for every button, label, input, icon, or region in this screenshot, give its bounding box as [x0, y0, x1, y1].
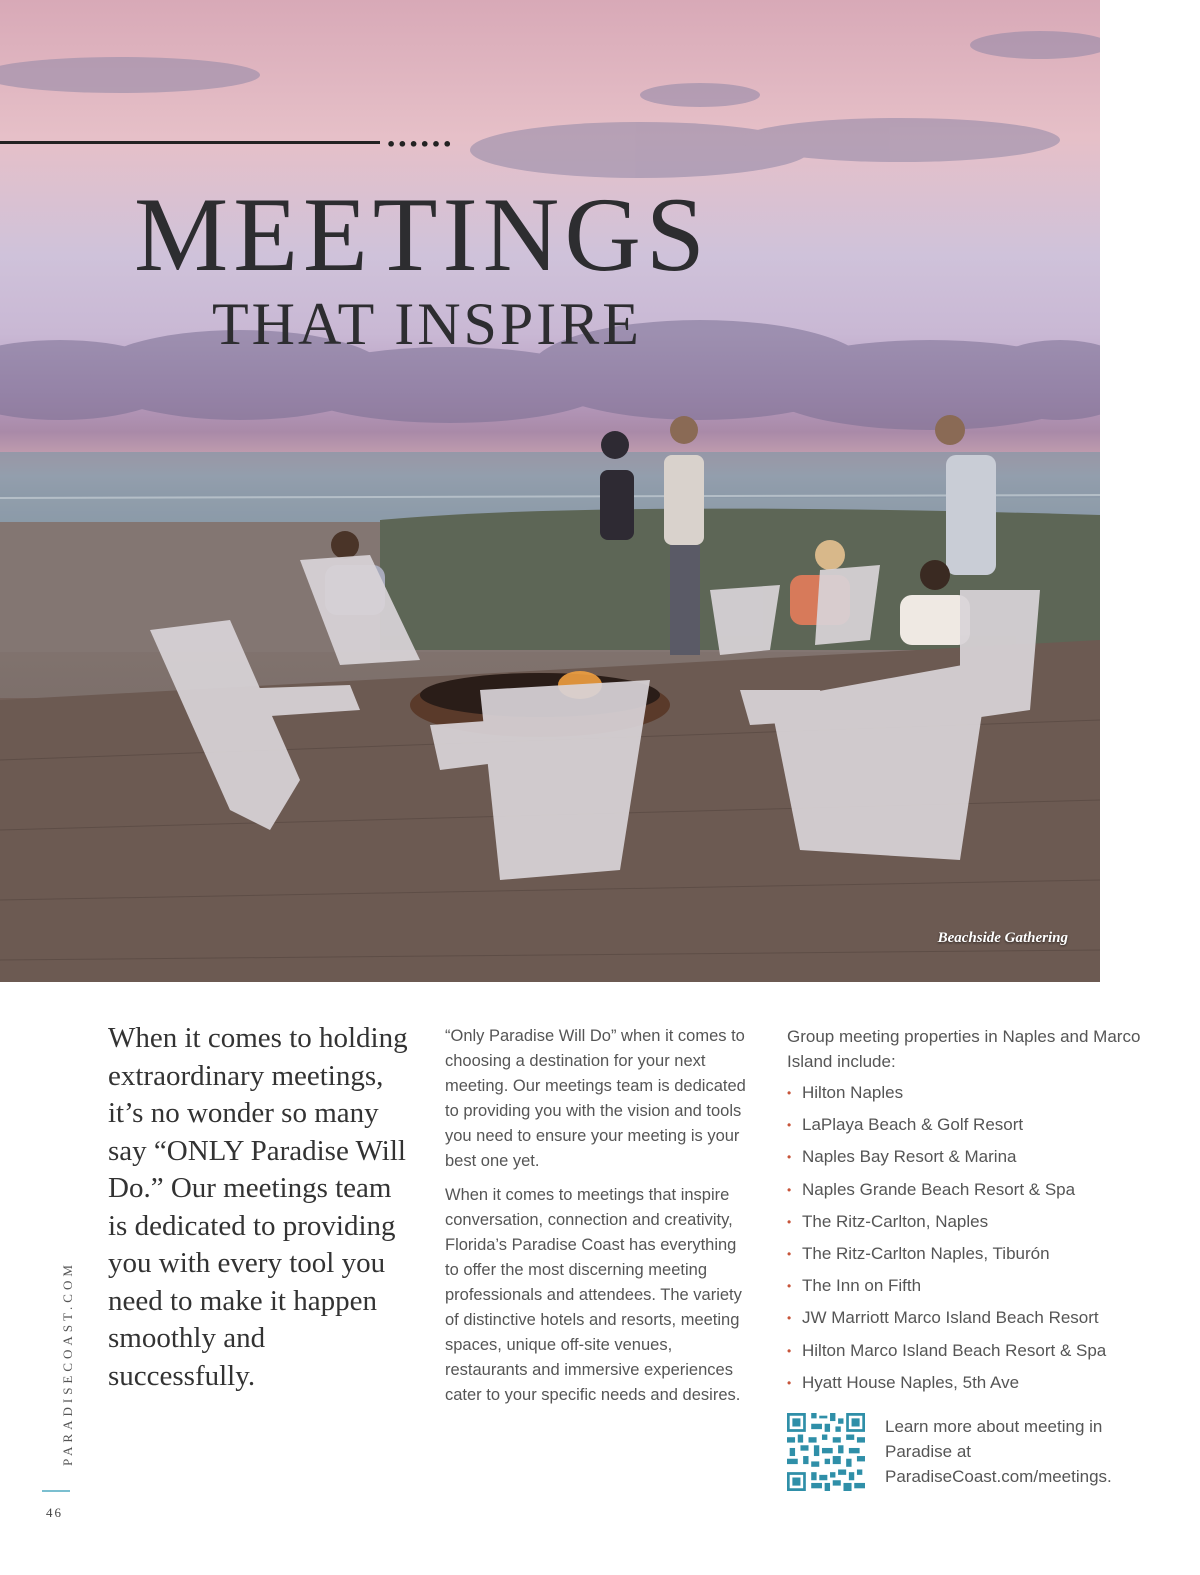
list-item: • Hilton Marco Island Beach Resort & Spa: [787, 1338, 1147, 1370]
side-accent-rule: [42, 1490, 70, 1492]
properties-intro: Group meeting properties in Naples and Marco Island include:: [787, 1027, 1141, 1071]
bullet-icon: •: [787, 1311, 792, 1326]
lead-paragraph: When it comes to holding extraordinary meetings, it’s no wonder so many say “ONLY Paradise Will Do.” Our meetings team is dedicated to providing you with every tool you need to make it happen smoothly and successfully.: [108, 1022, 408, 1392]
bullet-icon: •: [787, 1086, 792, 1100]
bullet-icon: •: [787, 1279, 792, 1294]
title-rule-dots: ••••••: [386, 135, 454, 154]
bullet-icon: •: [787, 1343, 792, 1358]
list-item: • LaPlaya Beach & Golf Resort: [787, 1112, 1147, 1144]
list-item: • Hyatt House Naples, 5th Ave: [787, 1370, 1147, 1402]
bullet-icon: •: [787, 1182, 792, 1197]
body-paragraph: When it comes to meetings that inspire conversation, connection and creativity, Florida’s Paradise Coast has everything to offer the most discerning meeting professionals and attendees. The variety of distinctive hotels and resorts, meeting spaces, unique off-site venues, restaurants and immersive experiences cater to your specific needs and desires.: [445, 1186, 742, 1404]
bullet-icon: •: [787, 1150, 792, 1165]
body-column: [445, 1024, 750, 1417]
list-item: • Naples Bay Resort & Marina: [787, 1144, 1147, 1176]
title-rule-line: [0, 141, 380, 144]
page-number: 46: [46, 1505, 63, 1520]
page-title: MEETINGS: [134, 176, 710, 293]
list-item: • JW Marriott Marco Island Beach Resort: [787, 1305, 1147, 1337]
list-item: • The Ritz-Carlton Naples, Tiburón: [787, 1241, 1147, 1273]
list-item: • The Inn on Fifth: [787, 1273, 1147, 1305]
site-url-vertical: PARADISECOAST.COM: [60, 1261, 75, 1466]
bullet-icon: •: [787, 1375, 792, 1390]
page-subtitle: THAT INSPIRE: [212, 291, 642, 357]
bullet-icon: •: [787, 1118, 792, 1133]
properties-list: [787, 1080, 1147, 1402]
list-item: • Naples Grande Beach Resort & Spa: [787, 1177, 1147, 1209]
learn-more-text[interactable]: Learn more about meeting in Paradise at ParadiseCoast.com/meetings.: [885, 1417, 1112, 1486]
properties-column: [787, 1024, 1147, 1402]
bullet-icon: •: [787, 1246, 792, 1261]
photo-caption: Beachside Gathering: [937, 930, 1068, 946]
bullet-icon: •: [787, 1214, 792, 1229]
list-item: • Hilton Naples: [787, 1080, 1147, 1112]
qr-code-icon[interactable]: [787, 1413, 865, 1491]
list-item: • The Ritz-Carlton, Naples: [787, 1209, 1147, 1241]
body-paragraph: “Only Paradise Will Do” when it comes to choosing a destination for your next meeting. Our meetings team is dedicated to providing you with the vision and tools you need to ensure your meeting is your best one yet.: [445, 1027, 746, 1170]
